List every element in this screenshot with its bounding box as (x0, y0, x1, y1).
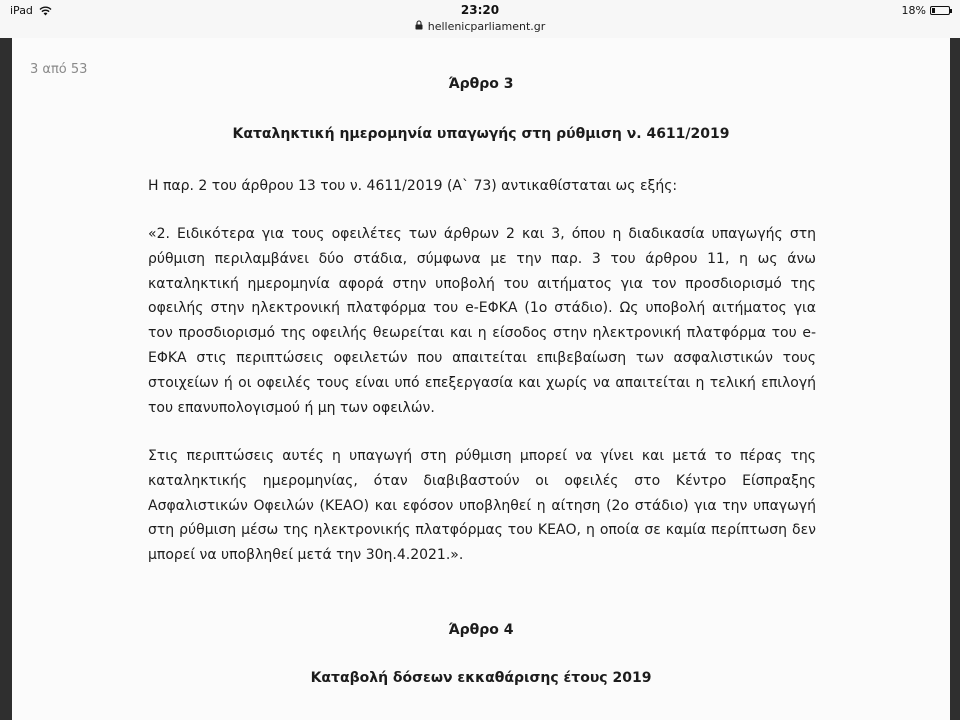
status-bar-right (902, 4, 950, 17)
status-bar (0, 0, 960, 39)
article-3-paragraph-1: «2. Ειδικότερα για τους οφειλέτες των άρθρων 2 και 3, όπου η διαδικασία υπαγωγής στη ρύθμιση περιλαμβάνει δύο στάδια, σύμφωνα με την παρ. 3 του άρθρου 11, η ως άνω καταληκτική ημερομηνία αφορά στην υποβολή του αιτήματος για τον προσδιορισμό της οφειλής στην ηλεκτρονική πλατφόρμα του e-ΕΦΚΑ (1ο στάδιο). Ως υποβολή αιτήματος για τον προσδιορισμό της οφειλής θεωρείται και η είσοδος στην ηλεκτρονική πλατφόρμα του e-ΕΦΚΑ στις περιπτώσεις οφειλετών που απαιτείται επιβεβαίωση των ασφαλιστικών τους στοιχείων ή οι οφειλές τους είναι υπό επεξεργασία και χωρίς να απαιτείται η τελική επιλογή του επανυπολογισμού ή μη των οφειλών. (148, 226, 816, 416)
article-3-title: Άρθρο 3 (448, 76, 514, 92)
article-4-subtitle: Καταβολή δόσεων εκκαθάρισης έτους 2019 (310, 670, 652, 686)
battery-icon (930, 6, 950, 15)
url-text: hellenicparliament.gr (427, 20, 546, 33)
lock-icon (415, 20, 423, 33)
viewer-frame-right (950, 38, 960, 720)
device-name: iPad (10, 4, 33, 17)
page-counter: 3 από 53 (30, 62, 88, 77)
article-3-paragraph-2: Στις περιπτώσεις αυτές η υπαγωγή στη ρύθμιση μπορεί να γίνει και μετά το πέρας της καταληκτικής ημερομηνίας, όταν διαβιβαστούν οι οφειλές στο Κέντρο Είσπραξης Ασφαλιστικών Οφειλών (ΚΕΑΟ) και εφόσον υποβληθεί η αίτηση (2ο στάδιο) για την υπαγωγή στη ρύθμιση μέσω της ηλεκτρονικής πλατφόρμας του ΚΕΑΟ, η οποία σε καμία περίπτωση δεν μπορεί να υποβληθεί μετά την 30η.4.2021.». (148, 448, 816, 564)
article-3-intro: Η παρ. 2 του άρθρου 13 του ν. 4611/2019 (Α` 73) αντικαθίσταται ως εξής: (148, 178, 678, 194)
viewer-frame-left (0, 38, 12, 720)
article-3-subtitle: Καταληκτική ημερομηνία υπαγωγής στη ρύθμιση ν. 4611/2019 (232, 126, 730, 142)
address-bar[interactable] (0, 20, 960, 33)
article-4-title: Άρθρο 4 (448, 622, 514, 638)
document-page (12, 38, 950, 720)
battery-percent: 18% (901, 4, 926, 17)
clock: 23:20 (460, 3, 500, 17)
